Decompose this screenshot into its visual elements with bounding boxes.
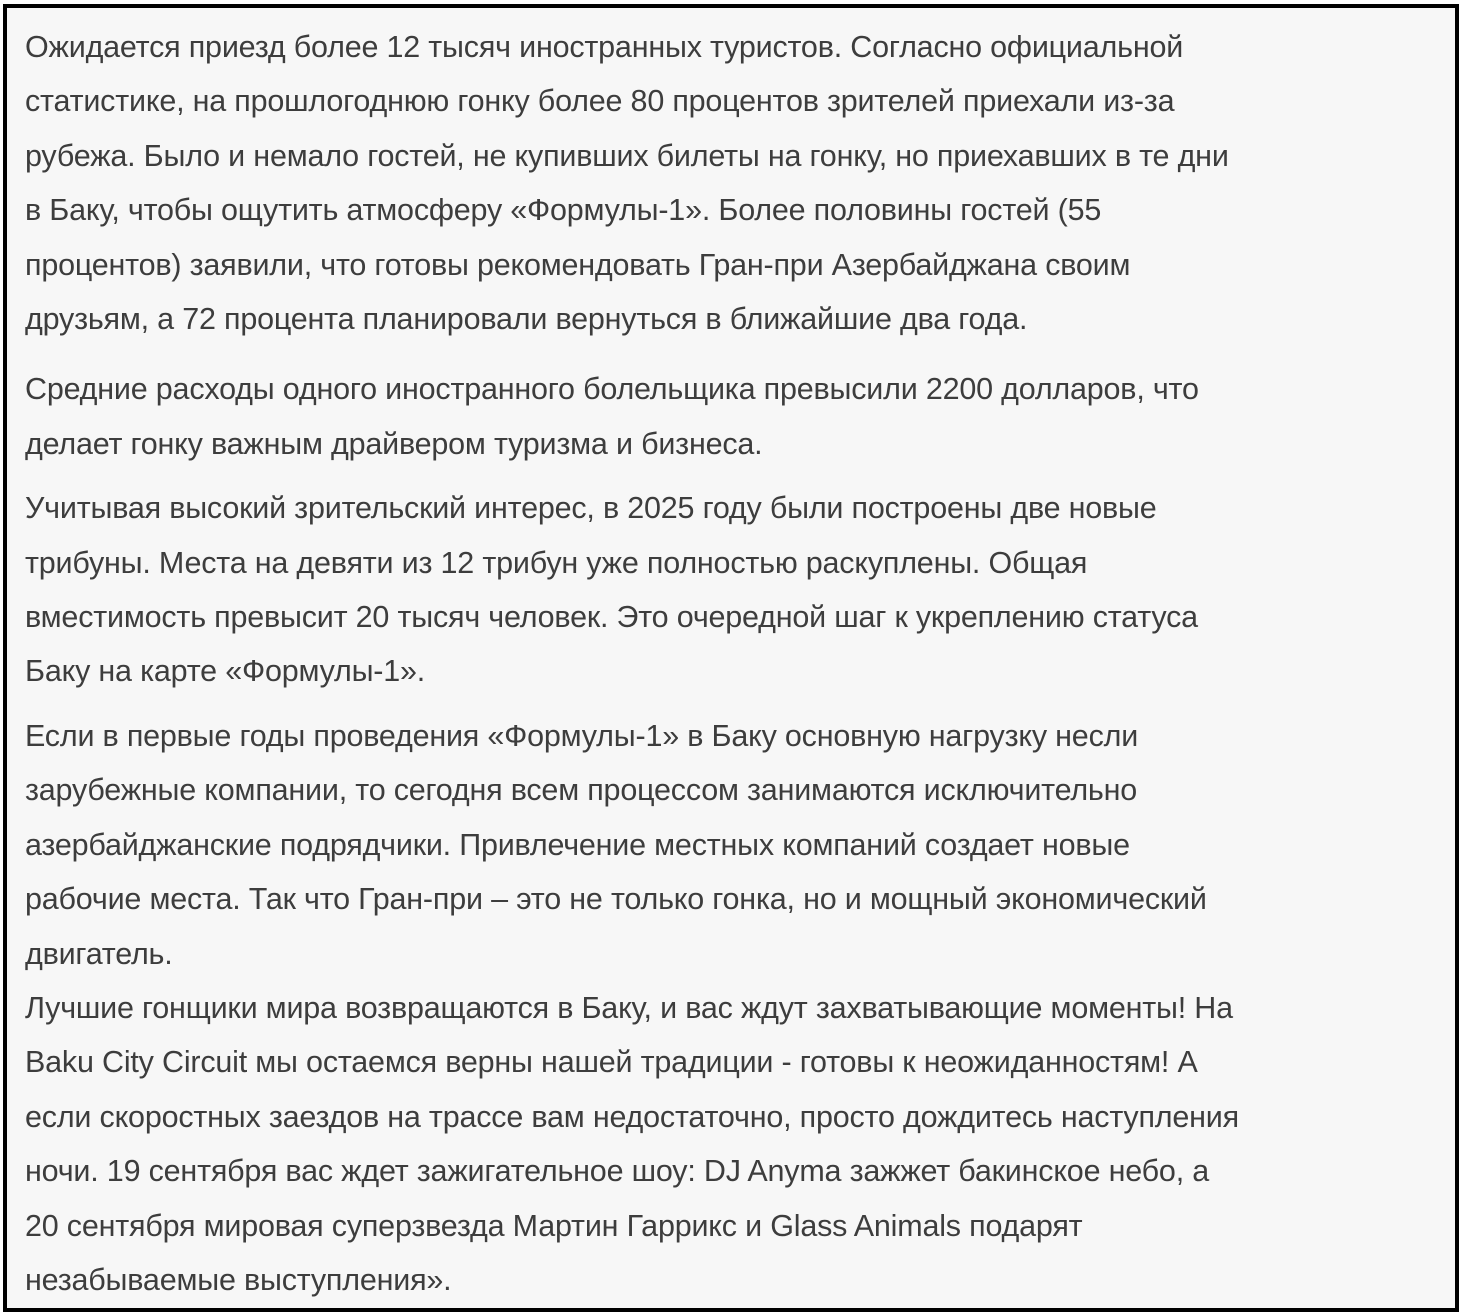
text-line: рабочие места. Так что Гран-при – это не только гонка, но и мощный экономический (25, 882, 1207, 917)
text-line: зарубежные компании, то сегодня всем процессом занимаются исключительно (25, 773, 1138, 808)
article-frame (3, 4, 1459, 1312)
text-line: Лучшие гонщики мира возвращаются в Баку, и вас ждут захватывающие моменты! На (25, 990, 1233, 1025)
text-line: вместимость превысит 20 тысяч человек. Это очередной шаг к укреплению статуса (25, 600, 1198, 635)
paragraph-stands (25, 481, 1445, 699)
text-line: в Баку, чтобы ощутить атмосферу «Формулы-1». Более половины гостей (55 (25, 193, 1102, 228)
text-line: делает гонку важным драйвером туризма и бизнеса. (25, 426, 763, 461)
text-line: незабываемые выступления». (25, 1262, 452, 1297)
text-line: Ожидается приезд более 12 тысяч иностранных туристов. Согласно официальной (25, 30, 1184, 64)
paragraph-tourists (25, 20, 1445, 346)
text-line: процентов) заявили, что готовы рекомендовать Гран-при Азербайджана своим (25, 247, 1131, 282)
text-line: друзьям, а 72 процента планировали вернуться в ближайшие два года. (25, 302, 1028, 337)
article-text (25, 20, 1445, 1307)
text-line: если скоростных заездов на трассе вам недостаточно, просто дождитесь наступления (25, 1099, 1239, 1134)
text-line: рубежа. Было и немало гостей, не купивших билеты на гонку, но приехавших в те дни (25, 138, 1229, 173)
paragraph-spacer (25, 699, 1445, 709)
text-line: двигатель. (25, 936, 173, 971)
paragraph-spending (25, 362, 1445, 471)
text-line: Baku City Circuit мы остаемся верны нашей традиции - готовы к неожиданностям! А (25, 1045, 1198, 1080)
text-line: Если в первые годы проведения «Формулы-1» в Баку основную нагрузку несли (25, 718, 1139, 753)
text-line: Средние расходы одного иностранного болельщика превысили 2200 долларов, что (25, 372, 1199, 407)
text-line: статистике, на прошлогоднюю гонку более 80 процентов зрителей приехали из-за (25, 84, 1175, 119)
paragraph-contractors (25, 709, 1445, 981)
text-line: трибуны. Места на девяти из 12 трибун уже полностью раскуплены. Общая (25, 545, 1088, 580)
paragraph-spacer (25, 346, 1445, 362)
text-line: азербайджанские подрядчики. Привлечение местных компаний создает новые (25, 827, 1130, 862)
text-line: Учитывая высокий зрительский интерес, в 2025 году были построены две новые (25, 491, 1157, 526)
text-line: ночи. 19 сентября вас ждет зажигательное шоу: DJ Anyma зажжет бакинское небо, а (25, 1154, 1210, 1189)
paragraph-shows (25, 981, 1445, 1307)
text-line: 20 сентября мировая суперзвезда Мартин Гаррикс и Glass Animals подарят (25, 1208, 1083, 1243)
text-line: Баку на карте «Формулы-1». (25, 654, 426, 689)
paragraph-spacer (25, 471, 1445, 481)
